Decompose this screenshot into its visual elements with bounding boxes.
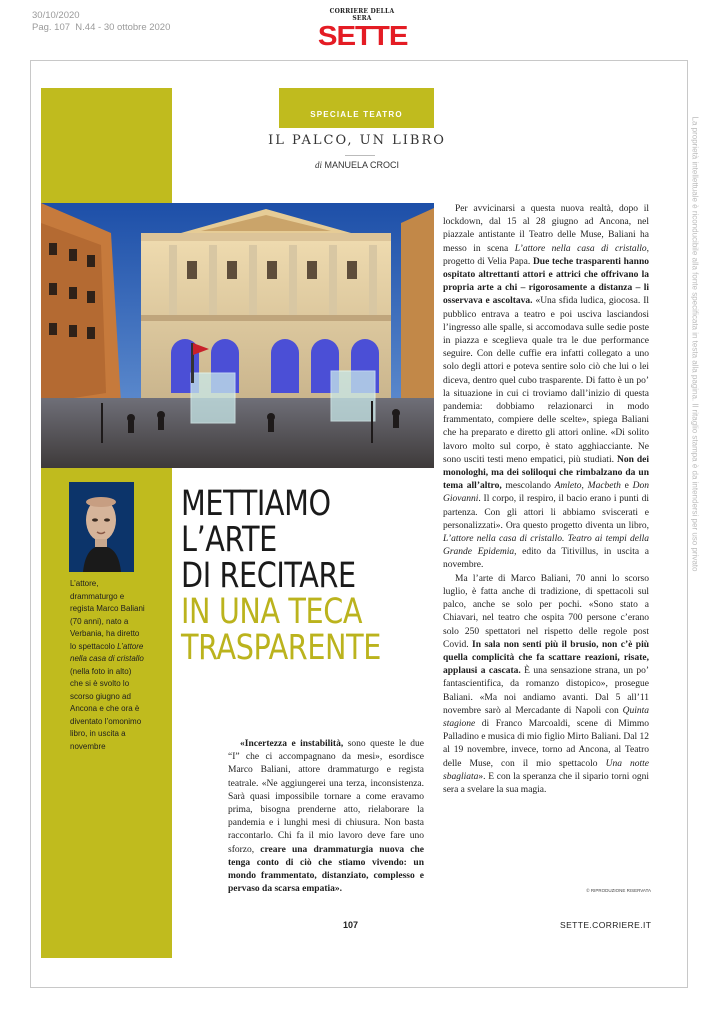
text-run: sono queste le due “I” che ci accompagnano da mesi», esordisce Marco Baliani, attore drammaturgo e regista teatrale. «Ne aggiungerei una terza, inconsistenza. Sarà quasi impossibile tornare a come eravamo prima, bisogna prenderne atto, rielaborare la pandemia e i lunghi mesi di chiusura. Non basta raccontarlo. Chi fa il mio lavoro deve fare uno sforzo, bbox=[228, 739, 425, 855]
text-run: «Una sfida ludica, giocosa. Il pubblico entrava a teatro e poi usciva lasciandosi l’ingresso alle spalle, si accomodava sulle sedie poste in piazza e sceglieva quale tra le due performance seguire. Con delle cuffie era infatti collegato a uno solo degli attori e poteva sentire solo ciò che lui o lei diceva, dentro quel cubo trasparente. Di fatto è un po’ la situazione in cui ci troviamo dall’inizio di questa pandemia: dobbiamo relazionarci in modo frammentato, compiere delle scelte», spiega Baliani che ha preparato e diretto gli attori online. «Di solito lavoro molto sul corpo, è stato agghiacciante. Ne sono usciti testi meno empatici, più studiati. bbox=[443, 296, 650, 465]
photo-caption bbox=[70, 578, 146, 753]
rubric-title: IL PALCO, UN LIBRO bbox=[268, 133, 446, 148]
paragraph bbox=[443, 573, 649, 797]
byline bbox=[252, 160, 462, 170]
bold-run: «Incertezza e instabilità, bbox=[240, 739, 344, 749]
text-run: Per avvicinarsi a questa nuova realtà, dopo il lockdown, dal 15 al 28 giugno ad Ancona, nel piazzale antistante il Teatro delle Muse, Baliani ha messo in scena bbox=[443, 204, 649, 254]
headline-line-4: IN UNA TECA bbox=[181, 592, 363, 632]
italic-run: L’attore nella casa di cristallo. Teatro ai tempi della Grande Epidemia bbox=[443, 534, 649, 558]
italic-run: Amleto bbox=[554, 481, 582, 492]
text-run: , progetto di Velia Papa. bbox=[443, 243, 649, 267]
italic-run: Quinta stagione bbox=[443, 705, 649, 729]
logo-corriere: CORRIERE DELLA SERA bbox=[329, 8, 395, 22]
side-note-container bbox=[686, 64, 704, 624]
text-run: mescolando bbox=[501, 481, 555, 492]
caption-title: L’attore nella casa di cristallo bbox=[70, 641, 144, 663]
italic-run: Macbeth bbox=[587, 481, 621, 492]
bold-run: In sala non senti più il brusio, non c’è più quella complicità che fa scattare reazioni, risate, applausi a cascata. bbox=[443, 639, 649, 677]
section-label bbox=[279, 88, 434, 128]
bold-run: creare una drammaturgia nuova che tenga conto di ciò che stiamo vivendo: un mondo frammentato, distanziato, complesso e pervaso da scarsa empatia». bbox=[228, 844, 424, 895]
bold-run: Non dei monologhi, ma dei soliloqui che rimbalzano da un tema all’altro, bbox=[443, 454, 649, 492]
headline-line-3: DI RECITARE bbox=[181, 556, 356, 596]
paragraph bbox=[443, 203, 649, 573]
side-note: La proprietà intellettuale è riconducibile alla fonte specificata in testa alla pagina. Il ritaglio stampa è da intendersi per uso privato bbox=[690, 116, 700, 572]
page-number: 107 bbox=[343, 920, 359, 930]
headline-line-2: L’ARTE bbox=[181, 520, 277, 560]
paragraph bbox=[228, 738, 424, 896]
bold-run: Due teche trasparenti hanno ospitato altrettanti attori e attrici che offrivano la propria arte a chi – rigorosamente a distanza – li osservava e ascoltava. bbox=[443, 256, 649, 307]
headline bbox=[181, 486, 386, 666]
byline-author: MANUELA CROCI bbox=[324, 160, 400, 170]
section-label-text: SPECIALE TEATRO bbox=[310, 110, 403, 120]
logo-sette: SETTE bbox=[317, 20, 408, 51]
text-run: , edito da Titivillus, in uscita a novembre. bbox=[443, 547, 650, 571]
header-date-block bbox=[32, 10, 170, 34]
text-run: . Il corpo, il respiro, il bacio erano i punti di partenza. Con gli attori li abbiamo sviscerati e personalizzati». Ora questo progetto diventa un libro, bbox=[443, 494, 649, 531]
header-date: 30/10/2020 bbox=[32, 10, 80, 21]
portrait-photo bbox=[69, 482, 134, 572]
text-run: ». E con la speranza che il sipario torni ogni sera a svelare la sua magia. bbox=[443, 771, 649, 795]
byline-prefix: di bbox=[314, 160, 322, 170]
theatre-photo bbox=[41, 203, 434, 468]
body-left-column bbox=[228, 738, 424, 896]
caption-text-1: L’attore, drammaturgo e regista Marco Baliani (70 anni), nato a Verbania, ha diretto lo spettacolo bbox=[70, 579, 145, 651]
site-url: SETTE.CORRIERE.IT bbox=[560, 920, 652, 930]
caption-text-2: (nella foto in alto) che si è svolto lo scorso giugno ad Ancona e che ora è diventato l’omonimo libro, in uscita a novembre bbox=[70, 666, 142, 751]
rubric-divider bbox=[345, 155, 375, 156]
italic-run: Don Giovanni bbox=[443, 481, 649, 505]
sette-logo bbox=[317, 8, 408, 51]
italic-run: L’attore nella casa di cristallo bbox=[514, 243, 647, 254]
copyright-note: © RIPRODUZIONE RISERVATA bbox=[586, 888, 651, 893]
text-run: e bbox=[620, 481, 633, 492]
body-right-column bbox=[443, 203, 649, 797]
text-run: Ma l’arte di Marco Baliani, 70 anni lo scorso luglio, è fatta anche di tradizione, di spettacoli sul palco, anche se solo per pochi. «Sono stato a Chiavari, nel teatro che ospita 700 persone c’erano solo 250 spettatori nel rispetto delle regole post Covid. bbox=[443, 573, 649, 650]
text-run: , bbox=[581, 481, 588, 492]
header-page-info: Pag. 107 N.44 - 30 ottobre 2020 bbox=[32, 22, 171, 33]
text-run: di Franco Marcoaldi, scene di Mimmo Palladino e musica di mio figlio Mirto Baliani. Dal 12 al 19 novembre, invece, torno ad Ancona, al Teatro delle Muse, con il mio spettacolo bbox=[443, 718, 649, 769]
text-run: È una sensazione strana, un po’ fantascientifica, da romanzo distopico», prosegue Baliani. «Ma noi andiamo avanti. Dal 5 all’11 novembre sarò al Mercadante di Napoli con bbox=[443, 666, 649, 716]
headline-line-5: TRASPARENTE bbox=[181, 628, 381, 668]
headline-line-1: METTIAMO bbox=[181, 484, 331, 524]
italic-run: Una notte sbagliata bbox=[443, 758, 649, 782]
